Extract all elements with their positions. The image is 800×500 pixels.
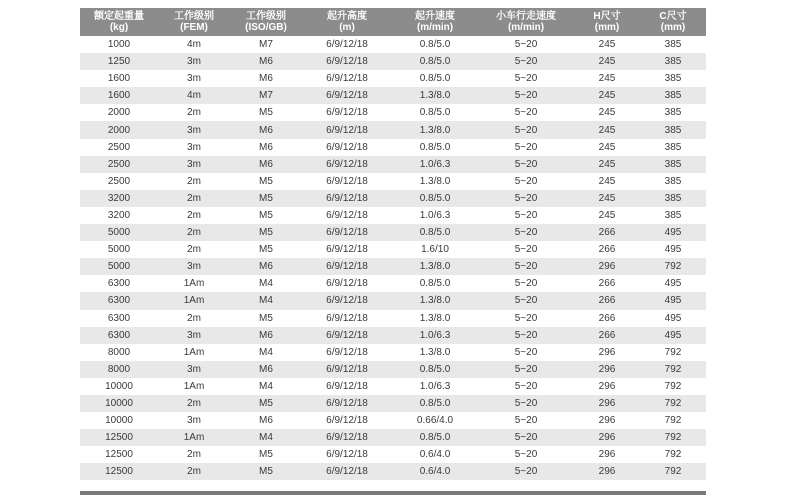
trolley-speed-cell: 5~20 [514,329,538,341]
fem-class-cell: 2m [187,398,201,410]
header-trolley-speed: 小车行走速度 (m/min) [496,11,556,33]
spec-table [80,8,706,480]
lifting-speed-cell: 0.66/4.0 [416,415,454,427]
trolley-speed-cell: 5~20 [514,90,538,102]
trolley-speed-cell: 5~20 [514,261,538,273]
lifting-speed-cell: 1.0/6.3 [419,380,451,392]
c-dimension-cell: 385 [664,209,682,221]
table-row [80,70,706,87]
c-dimension-cell: 792 [664,261,682,273]
capacity-cell: 2500 [107,141,131,153]
h-dimension-cell: 245 [598,141,616,153]
lifting-height-cell: 6/9/12/18 [326,56,368,68]
table-row [80,121,706,138]
lifting-speed-cell: 1.6/10 [421,244,449,256]
capacity-cell: 1250 [107,56,131,68]
table-row [80,310,706,327]
trolley-speed-cell: 5~20 [514,312,538,324]
lifting-height-cell: 6/9/12/18 [326,141,368,153]
table-row [80,207,706,224]
fem-class-cell: 4m [187,90,201,102]
lifting-height-cell: 6/9/12/18 [326,124,368,136]
h-dimension-cell: 296 [598,346,616,358]
capacity-cell: 2000 [107,124,131,136]
trolley-speed-cell: 5~20 [514,295,538,307]
fem-class-cell: 3m [187,124,201,136]
iso-class-cell: M5 [259,466,273,478]
header-c-dimension: C尺寸 (mm) [659,11,687,33]
fem-class-cell: 4m [187,39,201,51]
h-dimension-cell: 266 [598,278,616,290]
lifting-speed-cell: 1.3/8.0 [419,346,451,358]
table-row [80,378,706,395]
capacity-cell: 1000 [107,39,131,51]
table-row [80,139,706,156]
trolley-speed-cell: 5~20 [514,56,538,68]
c-dimension-cell: 385 [664,107,682,119]
h-dimension-cell: 245 [598,56,616,68]
trolley-speed-cell: 5~20 [514,449,538,461]
h-dimension-cell: 245 [598,39,616,51]
trolley-speed-cell: 5~20 [514,380,538,392]
lifting-height-cell: 6/9/12/18 [326,295,368,307]
table-row [80,412,706,429]
lifting-height-cell: 6/9/12/18 [326,192,368,204]
h-dimension-cell: 296 [598,363,616,375]
header-lifting-height: 起升高度 (m) [327,11,367,33]
h-dimension-cell: 245 [598,158,616,170]
lifting-height-cell: 6/9/12/18 [326,363,368,375]
fem-class-cell: 2m [187,107,201,119]
table-row [80,36,706,53]
h-dimension-cell: 245 [598,90,616,102]
trolley-speed-cell: 5~20 [514,398,538,410]
h-dimension-cell: 245 [598,192,616,204]
capacity-cell: 6300 [107,329,131,341]
trolley-speed-cell: 5~20 [514,346,538,358]
trolley-speed-cell: 5~20 [514,363,538,375]
table-body [80,36,706,480]
fem-class-cell: 1Am [183,346,205,358]
c-dimension-cell: 495 [664,329,682,341]
table-row [80,241,706,258]
iso-class-cell: M5 [259,398,273,410]
c-dimension-cell: 385 [664,175,682,187]
c-dimension-cell: 385 [664,141,682,153]
h-dimension-cell: 266 [598,295,616,307]
lifting-speed-cell: 0.8/5.0 [419,56,451,68]
fem-class-cell: 3m [187,261,201,273]
fem-class-cell: 2m [187,449,201,461]
lifting-speed-cell: 0.8/5.0 [419,227,451,239]
h-dimension-cell: 296 [598,415,616,427]
capacity-cell: 5000 [107,261,131,273]
h-dimension-cell: 245 [598,175,616,187]
c-dimension-cell: 792 [664,346,682,358]
lifting-height-cell: 6/9/12/18 [326,466,368,478]
trolley-speed-cell: 5~20 [514,227,538,239]
iso-class-cell: M5 [259,244,273,256]
capacity-cell: 12500 [105,449,133,461]
table-row [80,344,706,361]
h-dimension-cell: 296 [598,380,616,392]
lifting-speed-cell: 0.8/5.0 [419,192,451,204]
lifting-speed-cell: 1.3/8.0 [419,90,451,102]
lifting-height-cell: 6/9/12/18 [326,107,368,119]
trolley-speed-cell: 5~20 [514,124,538,136]
iso-class-cell: M5 [259,175,273,187]
trolley-speed-cell: 5~20 [514,158,538,170]
lifting-speed-cell: 0.8/5.0 [419,432,451,444]
lifting-speed-cell: 0.6/4.0 [419,449,451,461]
fem-class-cell: 2m [187,227,201,239]
fem-class-cell: 3m [187,329,201,341]
lifting-speed-cell: 1.0/6.3 [419,209,451,221]
lifting-speed-cell: 1.3/8.0 [419,261,451,273]
table-row [80,429,706,446]
iso-class-cell: M6 [259,415,273,427]
c-dimension-cell: 792 [664,380,682,392]
c-dimension-cell: 385 [664,39,682,51]
capacity-cell: 8000 [107,346,131,358]
iso-class-cell: M5 [259,209,273,221]
lifting-height-cell: 6/9/12/18 [326,175,368,187]
fem-class-cell: 2m [187,175,201,187]
bottom-rule [80,491,706,495]
c-dimension-cell: 385 [664,158,682,170]
lifting-height-cell: 6/9/12/18 [326,449,368,461]
c-dimension-cell: 792 [664,363,682,375]
lifting-height-cell: 6/9/12/18 [326,380,368,392]
iso-class-cell: M4 [259,380,273,392]
iso-class-cell: M6 [259,329,273,341]
h-dimension-cell: 296 [598,261,616,273]
capacity-cell: 6300 [107,278,131,290]
table-header [80,8,706,36]
capacity-cell: 10000 [105,415,133,427]
iso-class-cell: M6 [259,363,273,375]
table-row [80,463,706,480]
fem-class-cell: 2m [187,192,201,204]
h-dimension-cell: 296 [598,432,616,444]
lifting-height-cell: 6/9/12/18 [326,73,368,85]
c-dimension-cell: 495 [664,244,682,256]
lifting-height-cell: 6/9/12/18 [326,209,368,221]
capacity-cell: 5000 [107,244,131,256]
lifting-speed-cell: 1.3/8.0 [419,124,451,136]
table-row [80,275,706,292]
table-row [80,327,706,344]
lifting-height-cell: 6/9/12/18 [326,329,368,341]
c-dimension-cell: 792 [664,449,682,461]
iso-class-cell: M4 [259,432,273,444]
fem-class-cell: 1Am [183,295,205,307]
iso-class-cell: M4 [259,346,273,358]
h-dimension-cell: 245 [598,124,616,136]
c-dimension-cell: 792 [664,466,682,478]
header-rated-capacity: 额定起重量 (kg) [94,11,144,33]
lifting-speed-cell: 1.0/6.3 [419,158,451,170]
iso-class-cell: M5 [259,312,273,324]
capacity-cell: 12500 [105,466,133,478]
h-dimension-cell: 266 [598,244,616,256]
capacity-cell: 6300 [107,295,131,307]
fem-class-cell: 1Am [183,380,205,392]
c-dimension-cell: 385 [664,90,682,102]
fem-class-cell: 3m [187,158,201,170]
h-dimension-cell: 245 [598,107,616,119]
table-row [80,190,706,207]
iso-class-cell: M5 [259,449,273,461]
iso-class-cell: M6 [259,261,273,273]
capacity-cell: 3200 [107,192,131,204]
lifting-height-cell: 6/9/12/18 [326,278,368,290]
table-row [80,173,706,190]
h-dimension-cell: 266 [598,227,616,239]
trolley-speed-cell: 5~20 [514,209,538,221]
c-dimension-cell: 385 [664,73,682,85]
capacity-cell: 5000 [107,227,131,239]
capacity-cell: 1600 [107,73,131,85]
table-row [80,53,706,70]
fem-class-cell: 3m [187,56,201,68]
fem-class-cell: 3m [187,363,201,375]
iso-class-cell: M6 [259,158,273,170]
iso-class-cell: M4 [259,278,273,290]
header-duty-class-fem: 工作级别 (FEM) [174,11,214,33]
iso-class-cell: M6 [259,56,273,68]
h-dimension-cell: 266 [598,312,616,324]
trolley-speed-cell: 5~20 [514,73,538,85]
capacity-cell: 2500 [107,158,131,170]
capacity-cell: 10000 [105,398,133,410]
trolley-speed-cell: 5~20 [514,107,538,119]
capacity-cell: 2500 [107,175,131,187]
table-row [80,258,706,275]
h-dimension-cell: 245 [598,209,616,221]
lifting-speed-cell: 0.8/5.0 [419,141,451,153]
c-dimension-cell: 792 [664,398,682,410]
lifting-speed-cell: 1.0/6.3 [419,329,451,341]
fem-class-cell: 2m [187,244,201,256]
lifting-speed-cell: 0.8/5.0 [419,278,451,290]
lifting-speed-cell: 0.8/5.0 [419,73,451,85]
table-row [80,87,706,104]
table-row [80,292,706,309]
header-row [80,8,706,36]
fem-class-cell: 1Am [183,278,205,290]
table-row [80,224,706,241]
capacity-cell: 12500 [105,432,133,444]
h-dimension-cell: 266 [598,329,616,341]
c-dimension-cell: 495 [664,227,682,239]
lifting-speed-cell: 0.8/5.0 [419,363,451,375]
lifting-height-cell: 6/9/12/18 [326,261,368,273]
table-row [80,446,706,463]
capacity-cell: 8000 [107,363,131,375]
table-row [80,104,706,121]
c-dimension-cell: 495 [664,278,682,290]
lifting-height-cell: 6/9/12/18 [326,398,368,410]
trolley-speed-cell: 5~20 [514,466,538,478]
c-dimension-cell: 385 [664,124,682,136]
lifting-speed-cell: 0.6/4.0 [419,466,451,478]
iso-class-cell: M4 [259,295,273,307]
h-dimension-cell: 296 [598,449,616,461]
lifting-speed-cell: 1.3/8.0 [419,295,451,307]
spec-table-container [80,8,706,480]
h-dimension-cell: 245 [598,73,616,85]
c-dimension-cell: 792 [664,415,682,427]
iso-class-cell: M5 [259,107,273,119]
iso-class-cell: M5 [259,192,273,204]
capacity-cell: 1600 [107,90,131,102]
fem-class-cell: 2m [187,312,201,324]
header-duty-class-iso: 工作级别 (ISO/GB) [245,11,287,33]
header-h-dimension: H尺寸 (mm) [593,11,621,33]
lifting-height-cell: 6/9/12/18 [326,432,368,444]
lifting-speed-cell: 1.3/8.0 [419,312,451,324]
lifting-speed-cell: 0.8/5.0 [419,39,451,51]
c-dimension-cell: 495 [664,295,682,307]
lifting-height-cell: 6/9/12/18 [326,346,368,358]
iso-class-cell: M7 [259,90,273,102]
lifting-height-cell: 6/9/12/18 [326,312,368,324]
lifting-speed-cell: 1.3/8.0 [419,175,451,187]
capacity-cell: 10000 [105,380,133,392]
iso-class-cell: M6 [259,124,273,136]
lifting-height-cell: 6/9/12/18 [326,158,368,170]
trolley-speed-cell: 5~20 [514,141,538,153]
trolley-speed-cell: 5~20 [514,415,538,427]
fem-class-cell: 3m [187,415,201,427]
c-dimension-cell: 792 [664,432,682,444]
c-dimension-cell: 385 [664,192,682,204]
trolley-speed-cell: 5~20 [514,432,538,444]
c-dimension-cell: 495 [664,312,682,324]
fem-class-cell: 3m [187,73,201,85]
h-dimension-cell: 296 [598,466,616,478]
lifting-speed-cell: 0.8/5.0 [419,398,451,410]
capacity-cell: 6300 [107,312,131,324]
table-row [80,361,706,378]
trolley-speed-cell: 5~20 [514,39,538,51]
iso-class-cell: M5 [259,227,273,239]
lifting-speed-cell: 0.8/5.0 [419,107,451,119]
trolley-speed-cell: 5~20 [514,192,538,204]
lifting-height-cell: 6/9/12/18 [326,415,368,427]
fem-class-cell: 2m [187,466,201,478]
h-dimension-cell: 296 [598,398,616,410]
trolley-speed-cell: 5~20 [514,278,538,290]
iso-class-cell: M6 [259,141,273,153]
lifting-height-cell: 6/9/12/18 [326,39,368,51]
lifting-height-cell: 6/9/12/18 [326,244,368,256]
header-lifting-speed: 起升速度 (m/min) [415,11,455,33]
trolley-speed-cell: 5~20 [514,175,538,187]
fem-class-cell: 3m [187,141,201,153]
capacity-cell: 2000 [107,107,131,119]
lifting-height-cell: 6/9/12/18 [326,90,368,102]
capacity-cell: 3200 [107,209,131,221]
fem-class-cell: 2m [187,209,201,221]
iso-class-cell: M7 [259,39,273,51]
c-dimension-cell: 385 [664,56,682,68]
lifting-height-cell: 6/9/12/18 [326,227,368,239]
table-row [80,395,706,412]
iso-class-cell: M6 [259,73,273,85]
trolley-speed-cell: 5~20 [514,244,538,256]
table-row [80,156,706,173]
fem-class-cell: 1Am [183,432,205,444]
